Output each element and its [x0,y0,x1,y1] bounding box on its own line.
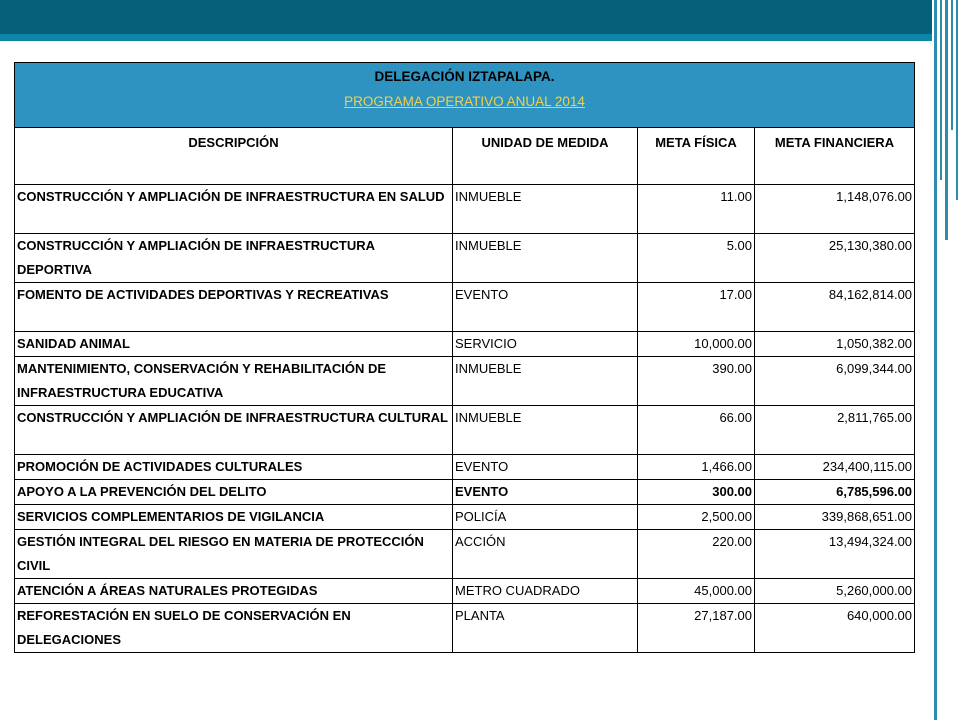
cell-meta-financiera: 5,260,000.00 [755,579,915,604]
cell-descripcion: SERVICIOS COMPLEMENTARIOS DE VIGILANCIA [15,505,453,530]
cell-meta-financiera: 1,050,382.00 [755,332,915,357]
cell-unidad: EVENTO [453,455,638,480]
cell-meta-financiera: 234,400,115.00 [755,455,915,480]
cell-unidad: INMUEBLE [453,234,638,283]
cell-unidad: INMUEBLE [453,406,638,455]
table-row [15,185,915,234]
cell-meta-fisica: 45,000.00 [638,579,755,604]
table-row [15,283,915,332]
cell-unidad: PLANTA [453,604,638,653]
table-row [15,505,915,530]
cell-meta-fisica: 10,000.00 [638,332,755,357]
cell-meta-fisica: 66.00 [638,406,755,455]
col-header-meta-financiera: META FINANCIERA [755,128,915,185]
table-row [15,455,915,480]
table-row [15,604,915,653]
cell-unidad: EVENTO [453,283,638,332]
cell-unidad: METRO CUADRADO [453,579,638,604]
col-header-descripcion: DESCRIPCIÓN [15,128,453,185]
cell-descripcion: MANTENIMIENTO, CONSERVACIÓN Y REHABILITACIÓN DE INFRAESTRUCTURA EDUCATIVA [15,357,453,406]
cell-unidad: POLICÍA [453,505,638,530]
cell-meta-fisica: 11.00 [638,185,755,234]
program-table [14,62,915,653]
cell-descripcion: CONSTRUCCIÓN Y AMPLIACIÓN DE INFRAESTRUCTURA DEPORTIVA [15,234,453,283]
cell-descripcion: REFORESTACIÓN EN SUELO DE CONSERVACIÓN EN DELEGACIONES [15,604,453,653]
cell-descripcion: APOYO A LA PREVENCIÓN DEL DELITO [15,480,453,505]
program-link[interactable]: PROGRAMA OPERATIVO ANUAL 2014 [344,94,585,109]
cell-meta-fisica: 17.00 [638,283,755,332]
cell-unidad: INMUEBLE [453,357,638,406]
cell-descripcion: ATENCIÓN A ÁREAS NATURALES PROTEGIDAS [15,579,453,604]
col-header-unidad: UNIDAD DE MEDIDA [453,128,638,185]
cell-descripcion: GESTIÓN INTEGRAL DEL RIESGO EN MATERIA DE PROTECCIÓN CIVIL [15,530,453,579]
cell-meta-fisica: 1,466.00 [638,455,755,480]
cell-meta-fisica: 2,500.00 [638,505,755,530]
col-header-meta-fisica: META FÍSICA [638,128,755,185]
top-band-accent [0,34,932,41]
cell-descripcion: CONSTRUCCIÓN Y AMPLIACIÓN DE INFRAESTRUCTURA CULTURAL [15,406,453,455]
cell-meta-financiera: 6,785,596.00 [755,480,915,505]
cell-unidad: ACCIÓN [453,530,638,579]
table-row [15,530,915,579]
cell-meta-financiera: 1,148,076.00 [755,185,915,234]
top-band [0,0,932,34]
table-row [15,357,915,406]
table-row [15,234,915,283]
cell-meta-financiera: 13,494,324.00 [755,530,915,579]
cell-meta-financiera: 339,868,651.00 [755,505,915,530]
cell-descripcion: SANIDAD ANIMAL [15,332,453,357]
cell-descripcion: FOMENTO DE ACTIVIDADES DEPORTIVAS Y RECREATIVAS [15,283,453,332]
cell-meta-fisica: 300.00 [638,480,755,505]
table-header [15,63,915,128]
cell-meta-financiera: 25,130,380.00 [755,234,915,283]
table-row [15,406,915,455]
cell-meta-fisica: 220.00 [638,530,755,579]
cell-meta-financiera: 84,162,814.00 [755,283,915,332]
cell-meta-financiera: 640,000.00 [755,604,915,653]
cell-descripcion: CONSTRUCCIÓN Y AMPLIACIÓN DE INFRAESTRUCTURA EN SALUD [15,185,453,234]
table-title: DELEGACIÓN IZTAPALAPA. [374,69,555,84]
cell-unidad: INMUEBLE [453,185,638,234]
table-row [15,480,915,505]
cell-descripcion: PROMOCIÓN DE ACTIVIDADES CULTURALES [15,455,453,480]
cell-meta-fisica: 5.00 [638,234,755,283]
table-row [15,579,915,604]
cell-meta-financiera: 6,099,344.00 [755,357,915,406]
right-decor-bars [932,0,960,720]
cell-meta-fisica: 390.00 [638,357,755,406]
table-row [15,332,915,357]
cell-meta-fisica: 27,187.00 [638,604,755,653]
cell-unidad: SERVICIO [453,332,638,357]
decor-line [568,48,888,50]
cell-meta-financiera: 2,811,765.00 [755,406,915,455]
cell-unidad: EVENTO [453,480,638,505]
